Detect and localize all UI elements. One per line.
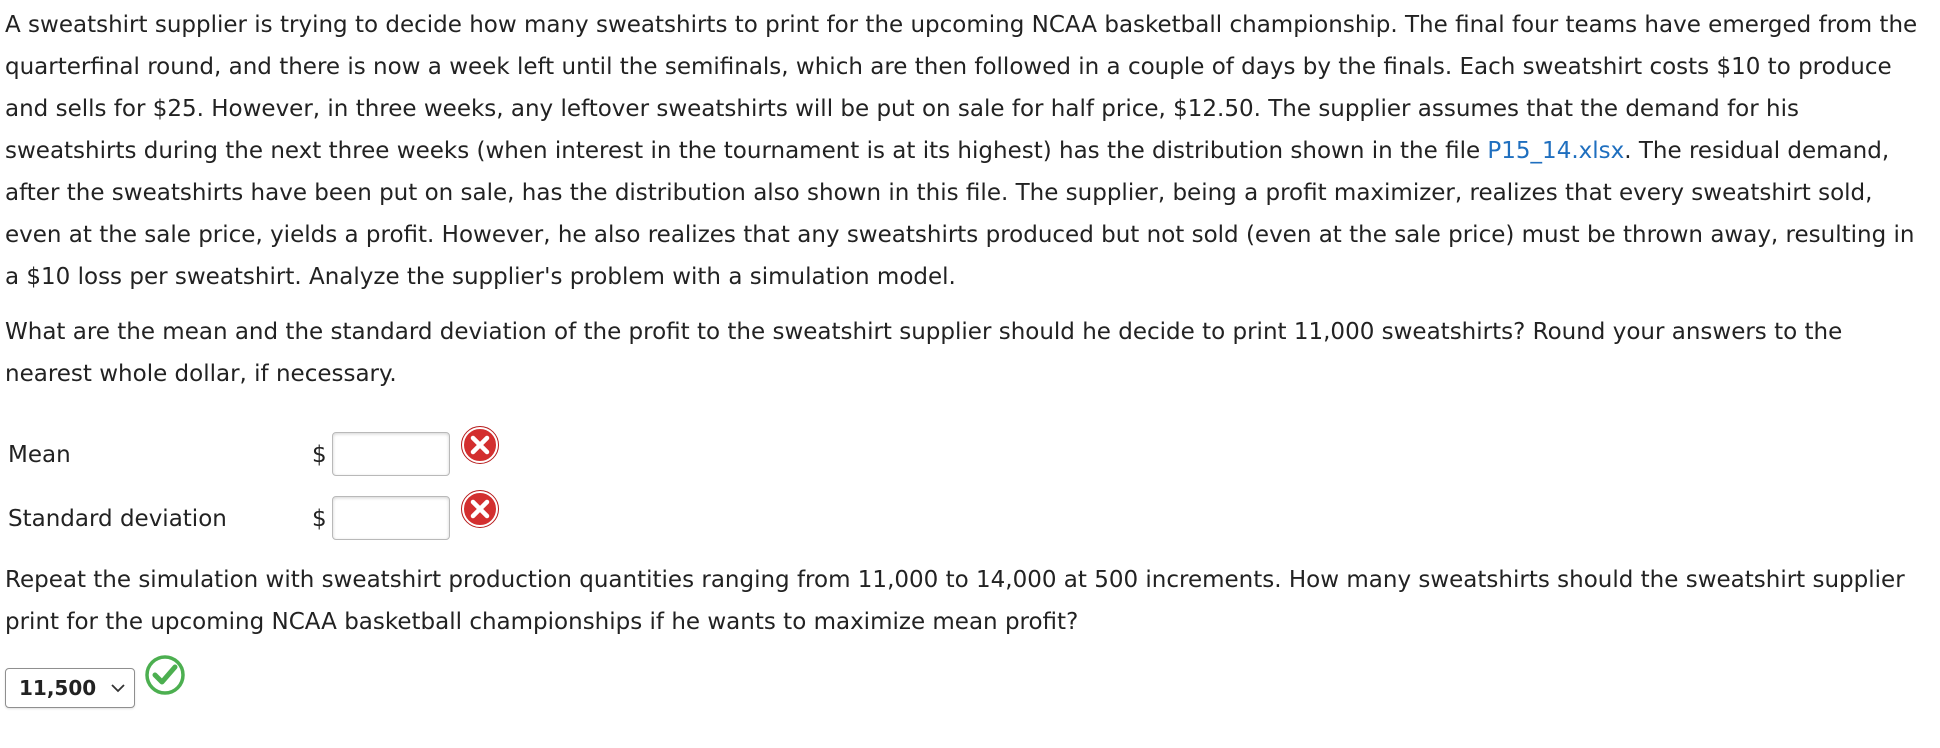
correct-check-icon [144, 654, 186, 696]
problem-statement [5, 4, 1935, 298]
mean-currency-symbol: $ [312, 442, 327, 468]
intro-text-after-link: . The residual demand, after the sweatshirts have been put on sale, has the distribution also shown in this file. The supplier, being a profit maximizer, realizes that every sweatshirt sold, even at the sale price, yields a profit. However, he also realizes that any sweatshirts produced but not sold (even at the sale price) must be thrown away, resulting in a $10 loss per sweatshirt. Analyze the supplier's problem with a simulation model. [5, 138, 1915, 290]
std-dev-input[interactable] [332, 496, 450, 540]
mean-answer-row [8, 432, 608, 478]
intro-text-before-link: A sweatshirt supplier is trying to decide how many sweatshirts to print for the upcoming NCAA basketball championship. The final four teams have emerged from the quarterfinal round, and there is now a week left until the semifinals, which are then followed in a couple of days by the finals. Each sweatshirt costs $10 to produce and sells for $25. However, in three weeks, any leftover sweatshirts will be put on sale for half price, $12.50. The supplier assumes that the demand for his sweatshirts during the next three weeks (when interest in the tournament is at its highest) has the distribution shown in the file [5, 12, 1918, 164]
data-file-link[interactable]: P15_14.xlsx [1487, 138, 1625, 164]
std-dev-currency-symbol: $ [312, 506, 327, 532]
incorrect-x-icon [460, 425, 500, 465]
question-text: What are the mean and the standard deviation of the profit to the sweatshirt supplier should he decide to print 11,000 sweatshirts? Round your answers to the nearest whole dollar, if necessary. [5, 319, 1843, 387]
mean-input[interactable] [332, 432, 450, 476]
mean-label: Mean [8, 442, 71, 468]
incorrect-x-icon [460, 489, 500, 529]
chevron-down-icon [110, 682, 126, 694]
quantity-select-value: 11,500 [19, 676, 97, 700]
repeat-question-text: Repeat the simulation with sweatshirt production quantities ranging from 11,000 to 14,000 at 500 increments. How many sweatshirts should the sweatshirt supplier print for the upcoming NCAA basketball championships if he wants to maximize mean profit? [5, 567, 1905, 635]
std-dev-label: Standard deviation [8, 506, 227, 532]
quantity-select[interactable] [5, 668, 135, 708]
std-dev-answer-row [8, 496, 608, 542]
